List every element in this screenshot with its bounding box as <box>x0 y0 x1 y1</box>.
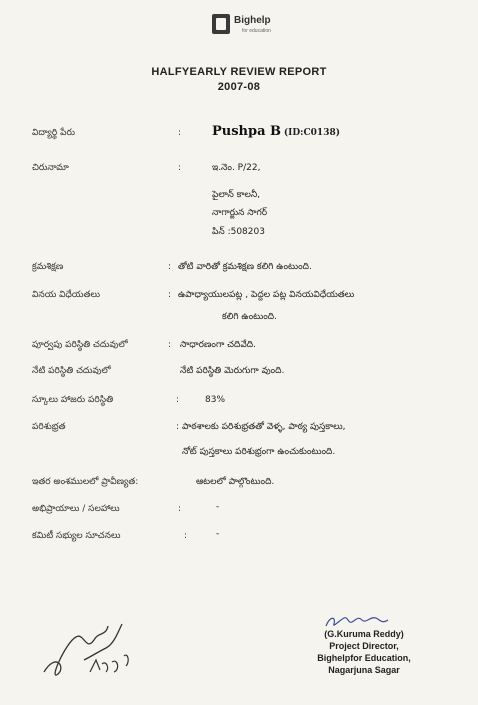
obedience-line-1: ఉపాధ్యాయులపట్ల , పెద్దల పట్ల వినయవిధేయతలు <box>178 290 355 300</box>
director-name: (G.Kuruma Reddy) <box>324 629 404 639</box>
colon: : <box>178 504 182 514</box>
current-study-label: నేటి పరిస్థితి చదువులో <box>32 366 111 376</box>
attendance-value: 83% <box>205 395 226 405</box>
opinion-value: - <box>216 502 220 512</box>
obedience-line-2: కలిగి ఉంటుంది. <box>222 312 277 322</box>
report-year: 2007-08 <box>217 81 261 93</box>
logo-name: Bighelp <box>234 15 271 26</box>
discipline-value: తోటి వారితో క్రమశిక్షణ కలిగి ఉంటుంది. <box>178 262 312 272</box>
name-label: విద్యార్థి పేరు <box>32 128 75 138</box>
logo-tagline: for education <box>242 28 271 34</box>
attendance-label: స్కూలు హాజరు పరిస్థితి <box>32 395 114 405</box>
opinion-label: అభిప్రాయాలు / సలహాలు <box>32 504 120 514</box>
other-skills-value: ఆటలలో పాల్గొంటుంది. <box>196 477 275 487</box>
other-skills-label: ఇతర అంశములలో ప్రావీణ్యత: <box>32 477 139 487</box>
address-line-3: నాగార్జున సాగర్ <box>212 208 268 218</box>
student-name-value: Pushpa B <box>212 124 282 139</box>
address-label: చిరునామా <box>32 163 69 173</box>
colon: : <box>168 290 172 300</box>
director-role: Project Director, <box>329 641 399 651</box>
colon: : <box>168 262 172 272</box>
discipline-label: క్రమశిక్షణ <box>32 262 64 272</box>
colon: : <box>176 395 180 405</box>
address-line-4: పిన్ :508203 <box>212 227 265 237</box>
signature-block <box>304 628 424 676</box>
bighelp-logo <box>212 14 272 38</box>
cleanliness-label: పరిశుభ్రత <box>32 422 66 432</box>
colon: : <box>178 128 182 138</box>
student-name <box>212 124 340 139</box>
current-study-value: నేటి పరిస్థితి మెరుగుగా వుంది. <box>180 366 285 376</box>
address-line-1: ఇ.నెం. P/22, <box>212 163 261 173</box>
director-place: Nagarjuna Sagar <box>328 665 400 675</box>
student-id: (ID:C0138) <box>283 128 340 138</box>
cleanliness-line-2: నోట్ పుస్తకాలు పరిశుభ్రంగా ఉంచుకుంటుంది. <box>182 447 336 457</box>
past-study-label: పూర్వపు పరిస్థితి చదువులో <box>32 340 128 350</box>
colon: : <box>168 340 172 350</box>
colon: : <box>184 531 188 541</box>
director-org: Bighelpfor Education, <box>317 653 411 663</box>
book-icon <box>212 14 230 34</box>
address-line-2: పైలాన్ కాలనీ, <box>212 190 261 200</box>
colon: : <box>178 163 182 173</box>
past-study-value: సాధారణంగా చదివేది. <box>180 340 256 350</box>
obedience-label: వినయ విధేయతలు <box>32 290 100 300</box>
report-title: HALFYEARLY REVIEW REPORT <box>151 66 327 78</box>
colon: : <box>176 422 180 432</box>
handwritten-signature-left <box>36 612 136 687</box>
committee-value: - <box>216 529 220 539</box>
cleanliness-line-1: పాఠశాలకు పరిశుభ్రతతో వెళ్ళ, పాఠ్య పుస్తకాలు, <box>182 422 346 432</box>
committee-label: కమిటీ సభ్యుల సూచనలు <box>32 531 121 541</box>
